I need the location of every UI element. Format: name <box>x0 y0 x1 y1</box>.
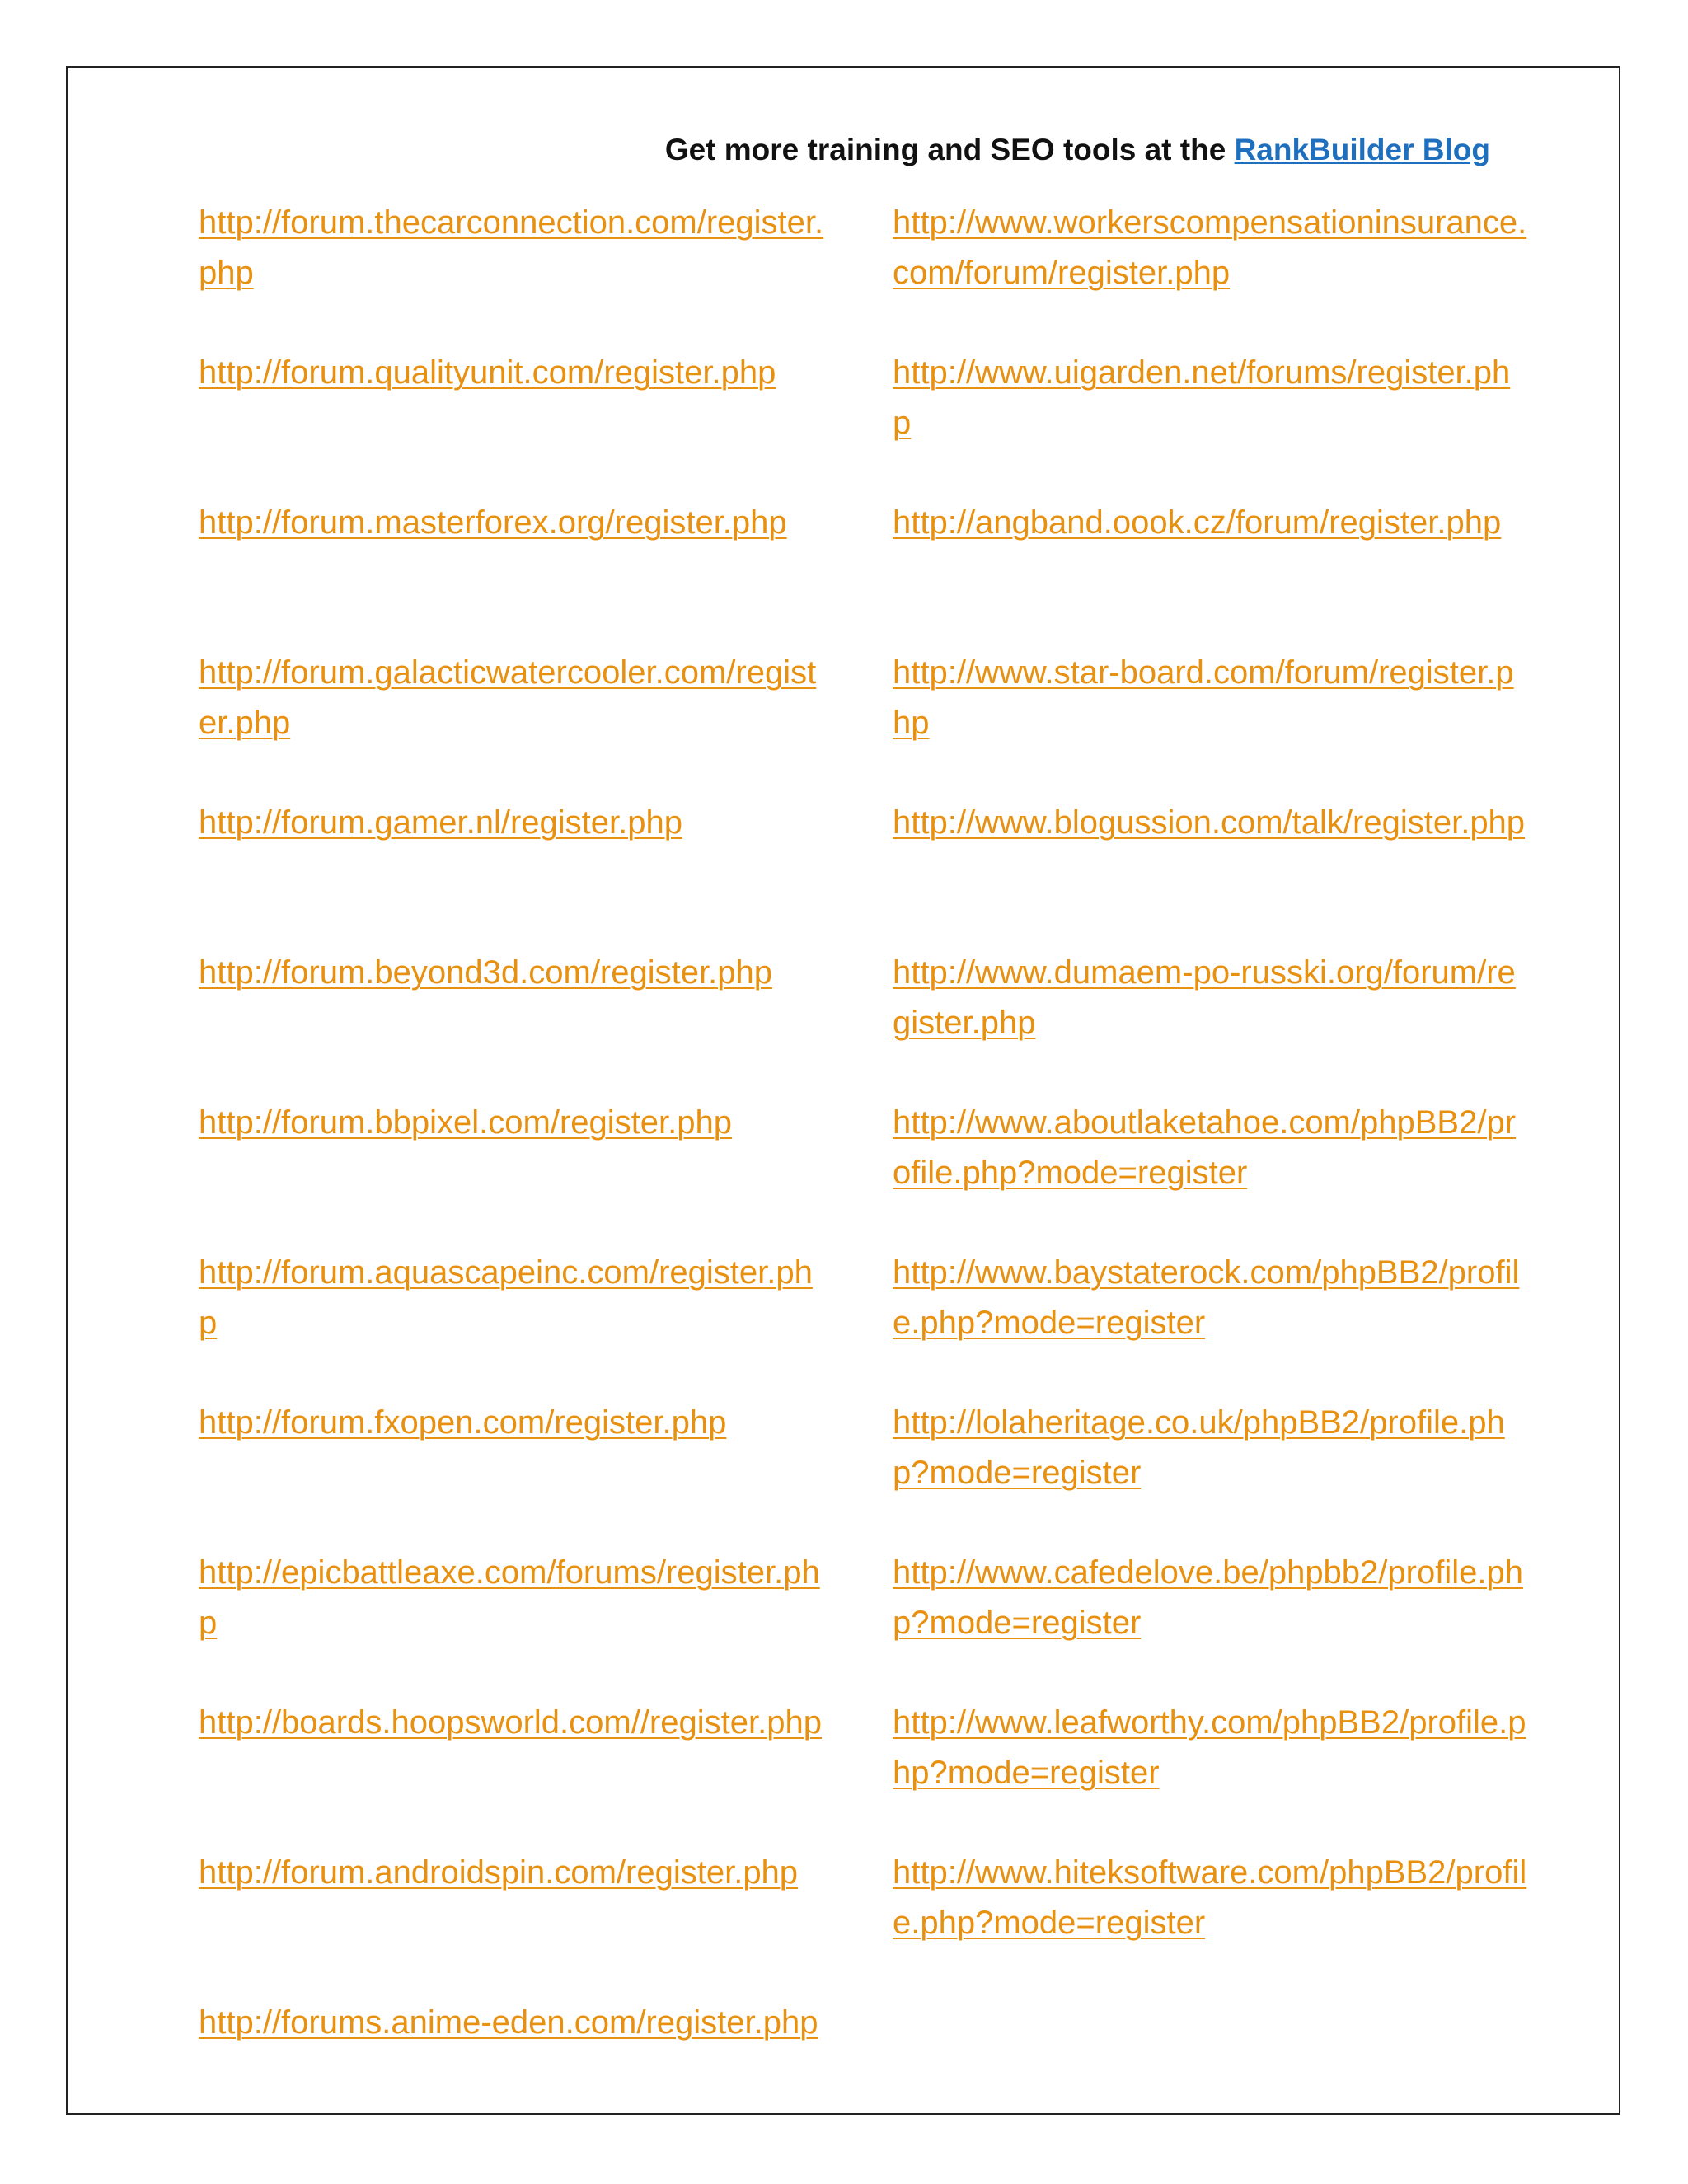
forum-register-link[interactable]: http://forum.aquascapeinc.com/register.php <box>199 1254 813 1341</box>
left-link-column <box>199 198 825 2148</box>
forum-register-link[interactable]: http://epicbattleaxe.com/forums/register.php <box>199 1554 820 1641</box>
forum-register-link[interactable]: http://angband.oook.cz/forum/register.php <box>893 504 1502 541</box>
forum-register-link[interactable]: http://forum.gamer.nl/register.php <box>199 804 682 841</box>
forum-register-link[interactable]: http://www.baystaterock.com/phpBB2/profile.php?mode=register <box>893 1254 1520 1341</box>
forum-register-link[interactable]: http://forum.thecarconnection.com/register.php <box>199 204 824 291</box>
forum-register-link[interactable]: http://boards.hoopsworld.com//register.php <box>199 1704 822 1741</box>
forum-register-link[interactable]: http://forum.fxopen.com/register.php <box>199 1404 727 1441</box>
forum-register-link[interactable]: http://www.star-board.com/forum/register.php <box>893 654 1514 741</box>
forum-register-link[interactable]: http://www.hiteksoftware.com/phpBB2/profile.php?mode=register <box>893 1854 1527 1941</box>
forum-register-link[interactable]: http://www.dumaem-po-russki.org/forum/register.php <box>893 954 1516 1041</box>
forum-register-link[interactable]: http://forum.beyond3d.com/register.php <box>199 954 772 991</box>
forum-register-link[interactable]: http://forum.bbpixel.com/register.php <box>199 1104 732 1141</box>
rankbuilder-blog-link[interactable]: RankBuilder Blog <box>1234 133 1490 166</box>
right-link-column <box>893 198 1527 1998</box>
forum-register-link[interactable]: http://www.leafworthy.com/phpBB2/profile.php?mode=register <box>893 1704 1526 1791</box>
forum-register-link[interactable]: http://lolaheritage.co.uk/phpBB2/profile.php?mode=register <box>893 1404 1505 1491</box>
header-text: Get more training and SEO tools at the <box>664 133 1226 166</box>
forum-register-link[interactable]: http://forum.galacticwatercooler.com/register.php <box>199 654 817 741</box>
forum-register-link[interactable]: http://www.aboutlaketahoe.com/phpBB2/profile.php?mode=register <box>893 1104 1517 1191</box>
forum-register-link[interactable]: http://www.workerscompensationinsurance.com/forum/register.php <box>893 204 1527 291</box>
forum-register-link[interactable]: http://forum.masterforex.org/register.php <box>199 504 787 541</box>
forum-register-link[interactable]: http://forums.anime-eden.com/register.php <box>199 2004 818 2041</box>
forum-register-link[interactable]: http://www.cafedelove.be/phpbb2/profile.php?mode=register <box>893 1554 1523 1641</box>
forum-register-link[interactable]: http://www.blogussion.com/talk/register.php <box>893 804 1526 841</box>
page-header <box>199 125 1490 175</box>
forum-register-link[interactable]: http://www.uigarden.net/forums/register.php <box>893 354 1511 441</box>
forum-register-link[interactable]: http://forum.qualityunit.com/register.php <box>199 354 776 391</box>
forum-register-link[interactable]: http://forum.androidspin.com/register.php <box>199 1854 799 1891</box>
